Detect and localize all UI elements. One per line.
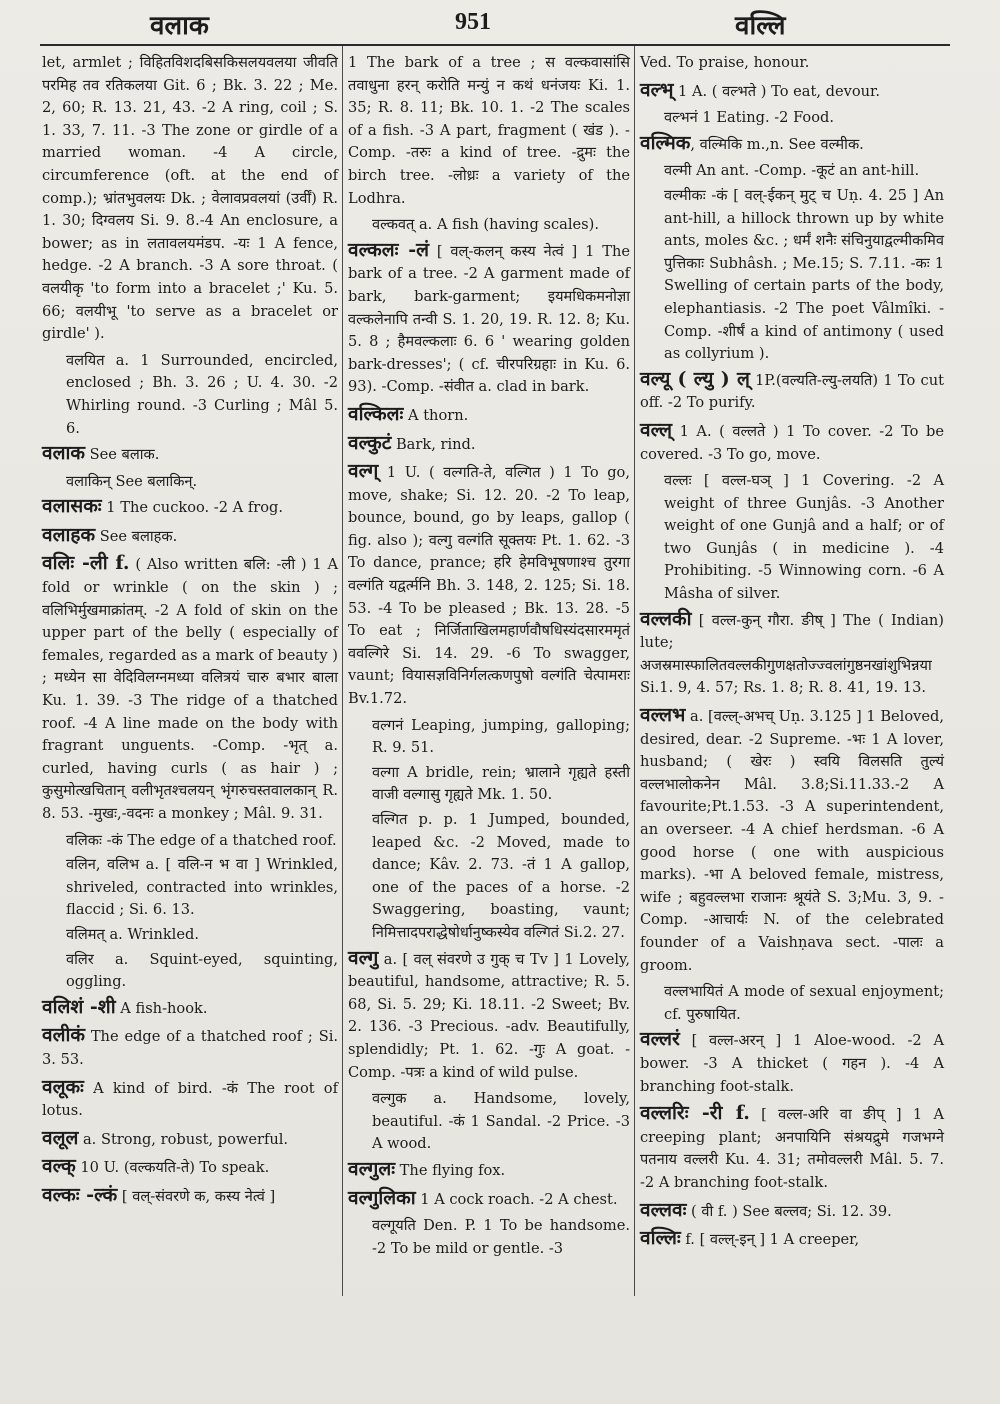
dictionary-entry bbox=[640, 1227, 944, 1252]
entry-continuation bbox=[640, 52, 944, 75]
column-1 bbox=[42, 52, 338, 1213]
dictionary-entry bbox=[348, 947, 630, 1085]
headword: वलाहक bbox=[42, 523, 96, 546]
definition-text: वल्कवत् a. A fish (having scales). bbox=[372, 216, 599, 234]
headword: वल्लभ bbox=[640, 704, 686, 727]
definition-text: वल्गनं Leaping, jumping, galloping; R. 9. 51. bbox=[372, 716, 630, 757]
headword: वल्लिः bbox=[640, 1227, 681, 1250]
derived-entry bbox=[348, 715, 630, 760]
definition-text: वलिर a. Squint-eyed, squinting, oggling. bbox=[66, 950, 338, 991]
definition-text: A fish-hook. bbox=[115, 999, 208, 1017]
headword: वल्यू ( ल्यु ) ल् bbox=[640, 367, 750, 390]
dictionary-entry bbox=[42, 524, 338, 549]
header-rule bbox=[40, 44, 950, 46]
derived-entry bbox=[42, 350, 338, 440]
dictionary-entry bbox=[42, 442, 338, 467]
dictionary-entry bbox=[640, 419, 944, 466]
headword: वल्गुलिका bbox=[348, 1186, 416, 1209]
definition-text: वल्भनं 1 Eating. -2 Food. bbox=[664, 109, 834, 127]
headword: वल्लवः bbox=[640, 1198, 687, 1221]
definition-text: a. Strong, robust, powerful. bbox=[78, 1130, 289, 1148]
definition-text: [ वल्-कलन् कस्य नेत्वं ] 1 The bark of a tree. -2 A garment made of bark, bark-garment; इयमधिकमनोज्ञा वल्कलेनापि तन्वी S. 1. 20, 19. R. 12. 8; Ku. 5. 8 ; हैमवल्कलाः 6. 6 ' wearing golden bark-dresses'; ( cf. चीरपरिग्रहाः in Ku. 6. 93). -Comp. -संवीत a. clad in bark. bbox=[348, 242, 630, 396]
definition-text: वल्मी An ant. -Comp. -कूटं an ant-hill. bbox=[664, 162, 920, 180]
derived-entry bbox=[42, 830, 338, 853]
dictionary-entry bbox=[640, 1028, 944, 1098]
headword: वल्ल् bbox=[640, 418, 673, 441]
definition-text: [ वल्ल-अरन् ] 1 Aloe-wood. -2 A bower. -3 A thicket ( गहन ). -4 A branching foot-stalk. bbox=[640, 1032, 944, 1095]
derived-entry bbox=[348, 1088, 630, 1156]
definition-text: वलिकः -कं The edge of a thatched roof. bbox=[66, 831, 337, 849]
derived-entry bbox=[42, 924, 338, 947]
dictionary-entry bbox=[640, 79, 944, 104]
dictionary-entry bbox=[42, 1076, 338, 1123]
derived-entry bbox=[348, 214, 630, 237]
dictionary-entry bbox=[42, 1155, 338, 1180]
definition-text: Ved. To praise, honour. bbox=[640, 54, 810, 71]
entry-continuation bbox=[348, 52, 630, 210]
headword: वल्कलः -लं bbox=[348, 238, 430, 261]
definition-text: वल्गित p. p. 1 Jumped, bounded, leaped &c. -2 Moved, made to dance; Kâv. 2. 73. -तं 1 A gallop, one of the paces of a horse. -2 Swaggering, boasting, vaunt; निमित्तादपराद्धेषोर्धानुष्कस्येव वल्गितं Si.2. 27. bbox=[372, 811, 630, 941]
definition-text: , वल्मिकि m.,n. See वल्मीक. bbox=[690, 135, 864, 153]
derived-entry bbox=[348, 1215, 630, 1260]
definition-text: [ वल्ल-अरि वा ङीप् ] 1 A creeping plant; अनपायिनि संश्रयद्रुमे गजभग्ने पतनाय वल्लरी Ku. 4. 31; तमोवल्लरी Mâl. 5. 7. -2 A branching foot-stalk. bbox=[640, 1106, 944, 1191]
headword: वल्लरं bbox=[640, 1028, 680, 1051]
dictionary-entry bbox=[640, 704, 944, 977]
derived-entry bbox=[640, 470, 944, 606]
derived-entry bbox=[640, 981, 944, 1026]
headword: वल्मिक bbox=[640, 131, 691, 154]
definition-text: a. [ वल् संवरणे उ गुक् च Tv ] 1 Lovely, beautiful, handsome, attractive; R. 5. 68, Si. 5. 29; Ki. 18.11. -2 Sweet; Bv. 2. 136. -3 Precious. -adv. Beautifully, splendidly; Pt. 1. 62. -गुः A goat. -Comp. -पत्रः a kind of wild pulse. bbox=[348, 950, 630, 1081]
definition-text: 1 A cock roach. -2 A chest. bbox=[415, 1190, 618, 1208]
definition-text: The flying fox. bbox=[395, 1161, 506, 1179]
column-3 bbox=[640, 52, 944, 1256]
definition-text: let, armlet ; विहितविशदबिसकिसलयवलया जीवति परमिह तव रतिकलया Git. 6 ; Bk. 3. 22 ; Me. 2, 60; R. 13. 21, 43. -2 A ring, coil ; S. 1. 33, 7. 11. -3 The zone or girdle of a married woman. -4 A circle, circumference (oft. at the end of comp.); भ्रांतभुवलयः Dk. ; वेलावप्रवलयां (उर्वीं) R. 1. 30; दिग्वलय Si. 9. 8.-4 An enclosure, a bower; as in लतावलयमंडप. -यः 1 A fence, hedge. -2 A branch. -3 A sore throat. ( वलयीकृ 'to form into a bracelet ;' Ku. 5. 66; वलयीभू 'to serve as a bracelet or girdle' ). bbox=[42, 54, 338, 343]
definition-text: वल्लः [ वल्ल-घञ् ] 1 Covering. -2 A weight of three Gunjâs. -3 Another weight of one Gunjâ and a half; or of two Gunjâs ( in medicine ). -4 Prohibiting. -5 Winnowing corn. -6 A Mâsha of silver. bbox=[664, 472, 944, 603]
definition-text: ( वी f. ) See बल्लव; Si. 12. 39. bbox=[686, 1202, 892, 1220]
definition-text: 1 The cuckoo. -2 A frog. bbox=[101, 499, 283, 517]
dictionary-entry bbox=[640, 1199, 944, 1224]
dictionary-entry bbox=[348, 239, 630, 399]
header-left-guideword: वलाक bbox=[150, 11, 209, 41]
definition-text: वल्गुक a. Handsome, lovely, beautiful. -कं 1 Sandal. -2 Price. -3 A wood. bbox=[372, 1090, 630, 1153]
dictionary-entry bbox=[348, 432, 630, 457]
dictionary-entry bbox=[348, 1187, 630, 1212]
dictionary-entry bbox=[640, 1102, 944, 1194]
derived-entry bbox=[348, 762, 630, 807]
definition-text: A kind of bird. -कं The root of lotus. bbox=[42, 1079, 338, 1120]
definition-text: वलयित a. 1 Surrounded, encircled, enclosed ; Bh. 3. 26 ; U. 4. 30. -2 Whirling round. -3 Curling ; Mâl 5. 6. bbox=[66, 351, 338, 437]
headword: वल्ग् bbox=[348, 460, 379, 483]
definition-text: 1 A. ( वल्भते ) To eat, devour. bbox=[673, 82, 881, 100]
dictionary-entry bbox=[348, 1158, 630, 1183]
derived-entry bbox=[640, 160, 944, 183]
definition-text: वल्लभायितं A mode of sexual enjoyment; cf. पुरुषायित. bbox=[664, 983, 944, 1023]
definition-text: 1 U. ( वल्गति-ते, वल्गित ) 1 To go, move, shake; Si. 12. 20. -2 To leap, bounce, bound, go by leaps, gallop ( fig. also ); वल्गु वल्गंति सूक्तयः Pt. 1. 62. -3 To dance, prance; हरि हेमविभूषणाश्च तुरगा वल्गंति यद्वर्त्मनि Bh. 3. 148, 2. 125; Si. 18. 53. -4 To be pleased ; Bk. 13. 28. -5 To eat ; निर्जिताखिलमहार्णवौषधिस्यंदसारममृतं ववल्गिरे Si. 14. 29. -6 To swagger, vaunt; वियासज्ञविनिर्गलत्कणपुषो वल्गंति चेत्पामराः Bv.1.72. bbox=[348, 464, 630, 708]
derived-entry bbox=[42, 949, 338, 994]
dictionary-entry bbox=[42, 495, 338, 520]
header-right-guideword: वल्लि bbox=[735, 11, 786, 41]
dictionary-entry bbox=[42, 552, 338, 825]
dictionary-entry bbox=[640, 368, 944, 415]
definition-text: वलिमत् a. Wrinkled. bbox=[66, 925, 199, 943]
headword: वल्भ् bbox=[640, 78, 674, 101]
column-divider bbox=[342, 46, 343, 1296]
derived-entry bbox=[42, 854, 338, 922]
derived-entry bbox=[640, 185, 944, 366]
dictionary-entry bbox=[42, 996, 338, 1021]
definition-text: वल्गा A bridle, rein; भ्रालाने गृह्यते हस्ती वाजी वल्गासु गृह्यते Mk. 1. 50. bbox=[372, 763, 630, 804]
definition-text: 10 U. (वल्कयति-ते) To speak. bbox=[75, 1159, 270, 1177]
dictionary-entry bbox=[348, 403, 630, 428]
derived-entry bbox=[640, 107, 944, 130]
derived-entry bbox=[348, 809, 630, 945]
headword: वल्कः -ल्कं bbox=[42, 1183, 118, 1206]
definition-text: See बलाहक. bbox=[95, 527, 178, 545]
column-2 bbox=[348, 52, 630, 1262]
definition-text: f. [ वल्ल्-इन् ] 1 A creeper, bbox=[680, 1231, 860, 1249]
headword: वल्गुलः bbox=[348, 1157, 396, 1180]
headword: वल्लरिः -री f. bbox=[640, 1102, 750, 1125]
definition-text: वलाकिन् See बलाकिन्. bbox=[66, 472, 198, 490]
headword: वल्लकी bbox=[640, 607, 692, 630]
column-divider bbox=[634, 46, 635, 1296]
definition-text: [ वल्-संवरणे क, कस्य नेत्वं ] bbox=[117, 1187, 276, 1205]
page-number: 951 bbox=[455, 9, 491, 35]
definition-text: ( Also written बलि: -ली ) 1 A fold or wrinkle ( on the skin ) ; वलिभिर्मुखमाक्रांतम्. -2 A fold of skin on the upper part of the belly ( especially of females, regarded as a mark of beauty ) ; मध्येन सा वेदिविलग्नमध्या वलित्रयं चारु बभार बाला Ku. 1. 39. -3 The ridge of a thatched roof. -4 A line made on the body with fragrant unguents. -Comp. -भृत् a. curled, having curls ( as hair ) ; कुसुमोत्खचितान् वलीभृतश्चलयन् भृंगरुचस्तवालकान् R. 8. 53. -मुखः,-वदनः a monkey ; Mâl. 9. 31. bbox=[42, 556, 338, 822]
headword: वलूकः bbox=[42, 1075, 84, 1098]
definition-text: वल्मीकः -कं [ वल्-ईकन् मुट् च Uṇ. 4. 25 ] An ant-hill, a hillock thrown up by white ants, moles &c. ; धर्मं शनैः संचिनुयाद्वल्मीकमिव पुत्तिकाः Subhâsh. ; Me.15; S. 7.11. -कः 1 Swelling of certain parts of the body, elephantiasis. -2 The poet Vâlmîki. -Comp. -शीर्षं a kind of antimony ( used as collyrium ). bbox=[664, 186, 944, 363]
definition-text: वल्गूयति Den. P. 1 To be handsome. -2 To be mild or gentle. -3 bbox=[372, 1217, 630, 1257]
headword: वल्क् bbox=[42, 1155, 76, 1178]
definition-text: a. [वल्ल्-अभच् Uṇ. 3.125 ] 1 Beloved, desired, dear. -2 Supreme. -भः 1 A lover, husband; ( खेरः ) स्वयि विलसति तुल्यं वल्लभालोकनेन Mâl. 3.8;Si.11.33.-2 A favourite;Pt.1.53. -3 A superintendent, an overseer. -4 A chief herdsman. -6 A good horse ( one with auspicious marks). -भा A beloved female, mistress, wife ; बहुवल्लभा राजानः श्रूयंते S. 3;Mu. 3, 9. -Comp. -आचार्यः N. of the celebrated founder of a Vaishṇava sect. -पालः a groom. bbox=[640, 708, 944, 974]
dictionary-entry bbox=[42, 1127, 338, 1152]
definition-text: A thorn. bbox=[403, 406, 469, 424]
definition-text: 1P.(वल्यति-ल्यु-लयति) 1 To cut off. -2 To purify. bbox=[640, 371, 944, 412]
dictionary-entry bbox=[640, 608, 944, 700]
headword: वलूल bbox=[42, 1126, 79, 1149]
headword: वलिशं -शी bbox=[42, 995, 116, 1018]
dictionary-entry bbox=[640, 132, 944, 157]
headword: वल्गु bbox=[348, 946, 379, 969]
page-header bbox=[0, 0, 1000, 46]
headword: वलाक bbox=[42, 442, 85, 465]
headword: वलीकं bbox=[42, 1024, 85, 1047]
definition-text: 1 The bark of a tree ; स वल्कवासांसि तवाधुना हरन् करोति मन्युं न कथं धनंजयः Ki. 1. 35; R. 8. 11; Bk. 10. 1. -2 The scales of a fish. -3 A part, fragment ( खंड ). -Comp. -तरुः a kind of tree. -द्रुमः the birch tree. -लोध्रः a variety of the Lodhra. bbox=[348, 54, 630, 207]
entry-continuation bbox=[42, 52, 338, 346]
definition-text: The edge of a thatched roof ; Si. 3. 53. bbox=[42, 1028, 338, 1068]
dictionary-entry bbox=[348, 460, 630, 711]
headword: वलासकः bbox=[42, 495, 102, 518]
derived-entry bbox=[42, 471, 338, 494]
definition-text: [ वल्ल-कुन् गौरा. ङीष् ] The ( Indian) lute; अजस्रमास्फालितवल्लकीगुणक्षतोज्ज्वलांगुष्ठनखांशुभिन्नया Si.1. 9, 4. 57; Rs. 1. 8; R. 8. 41, 19. 13. bbox=[640, 611, 944, 697]
definition-text: वलिन, वलिभ a. [ वलि-न भ वा ] Wrinkled, shriveled, contracted into wrinkles, flaccid ; Si. 6. 13. bbox=[66, 856, 338, 919]
headword: वल्कुटं bbox=[348, 431, 392, 454]
headword: वल्किलः bbox=[348, 402, 404, 425]
dictionary-entry bbox=[42, 1024, 338, 1071]
definition-text: Bark, rind. bbox=[391, 435, 476, 453]
headword: वलिः -ली f. bbox=[42, 552, 130, 575]
definition-text: 1 A. ( वल्लते ) 1 To cover. -2 To be covered. -3 To go, move. bbox=[640, 422, 944, 463]
dictionary-entry bbox=[42, 1184, 338, 1209]
definition-text: See बलाक. bbox=[84, 446, 160, 464]
